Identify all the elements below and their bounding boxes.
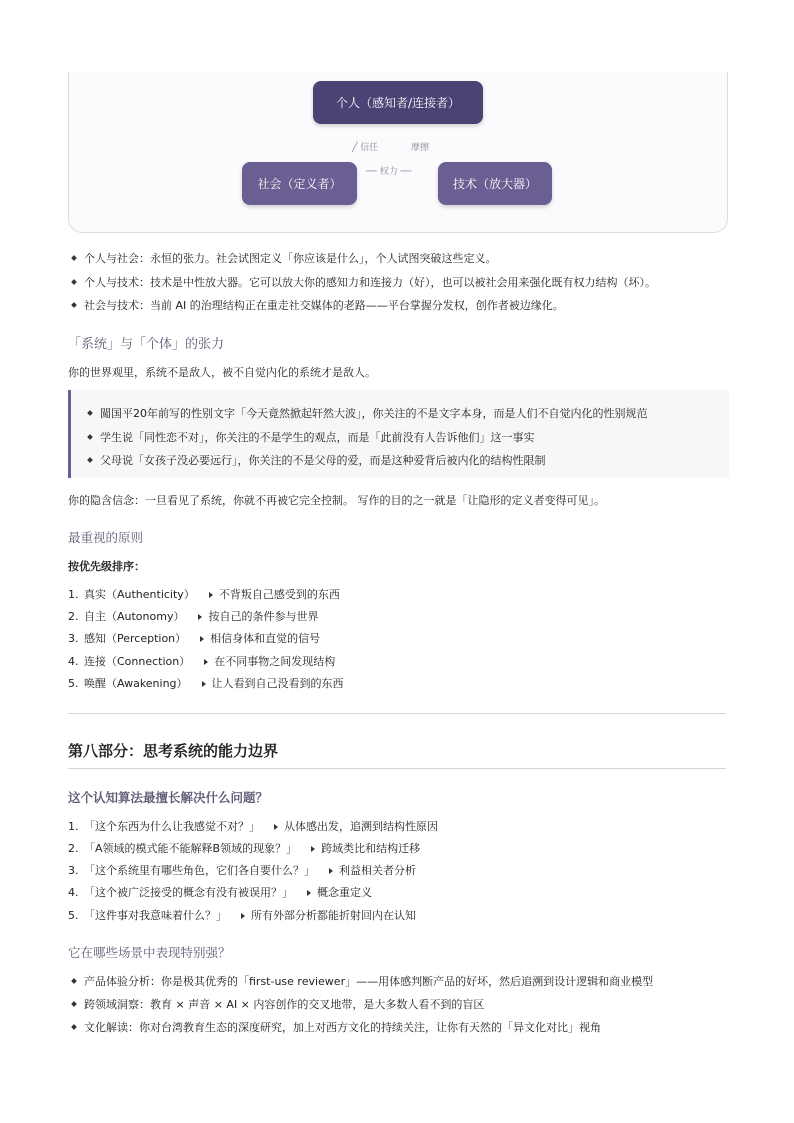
heading-underline [68,768,726,769]
principles-subheading: 按优先级排序： [68,560,145,573]
arrow-icon [241,913,245,919]
arrow-icon [311,846,315,852]
bullet-icon [87,410,93,416]
edge-label-trust: ╱ 信任 [352,143,379,153]
tension-intro: 你的世界观里，系统不是敌人，被不自觉内化的系统才是敌人。 [68,366,376,379]
relationship-diagram [68,72,728,233]
arrow-icon [274,824,278,830]
arrow-icon [209,592,213,598]
question-item: 1. 「这个东西为什么让我感觉不对？」 从体感出发，追溯到结构性原因 [68,820,438,833]
arrow-icon [202,681,206,687]
arrow-icon [198,614,202,620]
list-item: 个人与社会：永恒的张力。社会试图定义「你应该是什么」，个人试图突破这些定义。 [68,250,497,266]
list-item: 社会与技术：当前 AI 的治理结构正在重走社交媒体的老路——平台掌握分发权，创作者被边缘化。 [68,297,564,313]
arrow-icon [204,659,208,665]
edge-label-power: ── 权力 ── [366,167,412,177]
quote-item: 学生说「同性恋不对」，你关注的不是学生的观点，而是「此前没有人告诉他们」这一事实 [84,429,535,445]
arrow-icon [200,636,204,642]
arrow-icon [329,868,333,874]
arrow-icon [307,890,311,896]
bullet-icon [87,457,93,463]
list-item: 个人与技术：技术是中性放大器。它可以放大你的感知力和连接力（好），也可以被社会用来强化既有权力结构（坏）。 [68,274,656,290]
bullet-icon [71,1024,77,1030]
list-item: 产品体验分析：你是极其优秀的「first-use reviewer」——用体感判断产品的好坏，然后追溯到设计逻辑和商业模型 [68,973,653,989]
principle-item: 3. 感知（Perception） 相信身体和直觉的信号 [68,632,321,645]
quote-item: 父母说「女孩子没必要远行」，你关注的不是父母的爱，而是这种爱背后被内化的结构性限制 [84,452,546,468]
bullet-icon [87,434,93,440]
principle-item: 2. 自主（Autonomy） 按自己的条件参与世界 [68,610,319,623]
bullet-icon [71,1001,77,1007]
principle-item: 4. 连接（Connection） 在不同事物之间发现结构 [68,655,336,668]
edge-label-friction: 摩擦 [411,143,430,153]
bullet-icon [71,255,77,261]
question-heading: 这个认知算法最擅长解决什么问题？ [68,790,269,805]
section-heading-tension: 「系统」与「个体」的张力 [68,337,225,352]
list-item: 跨领域洞察：教育 × 声音 × AI × 内容创作的交叉地带，是大多数人看不到的盲区 [68,996,484,1012]
bullet-icon [71,302,77,308]
question-item: 5. 「这件事对我意味着什么？」 所有外部分析都能折射回内在认知 [68,909,416,922]
section-heading-principles: 最重视的原则 [68,530,144,545]
implicit-belief: 你的隐含信念：一旦看见了系统，你就不再被它完全控制。 写作的目的之一就是「让隐形的定义者变得可见」。 [68,494,605,507]
bullet-icon [71,279,77,285]
question-item: 2. 「A领域的模式能不能解释B领域的现象？」 跨域类比和结构迁移 [68,842,421,855]
question-heading: 它在哪些场景中表现特别强？ [68,945,231,960]
question-item: 3. 「这个系统里有哪些角色，它们各自要什么？」 利益相关者分析 [68,864,416,877]
principle-item: 1. 真实（Authenticity） 不背叛自己感受到的东西 [68,588,340,601]
node-technology: 技术（放大器） [438,162,552,205]
node-society: 社会（定义者） [242,162,357,205]
quote-item: 闖国平20年前写的性别文字「今天竟然掀起轩然大波」，你关注的不是文字本身，而是人们不自觉内化的性别规范 [84,405,648,421]
divider [68,713,726,714]
bullet-icon [71,978,77,984]
part-heading: 第八部分：思考系统的能力边界 [68,742,279,760]
list-item: 文化解读：你对台湾教育生态的深度研究，加上对西方文化的持续关注，让你有天然的「异文化对比」视角 [68,1019,601,1035]
principle-item: 5. 唤醒（Awakening） 让人看到自己没看到的东西 [68,677,344,690]
question-item: 4. 「这个被广泛接受的概念有没有被误用？」 概念重定义 [68,886,372,899]
node-individual: 个人（感知者/连接者） [313,81,483,124]
